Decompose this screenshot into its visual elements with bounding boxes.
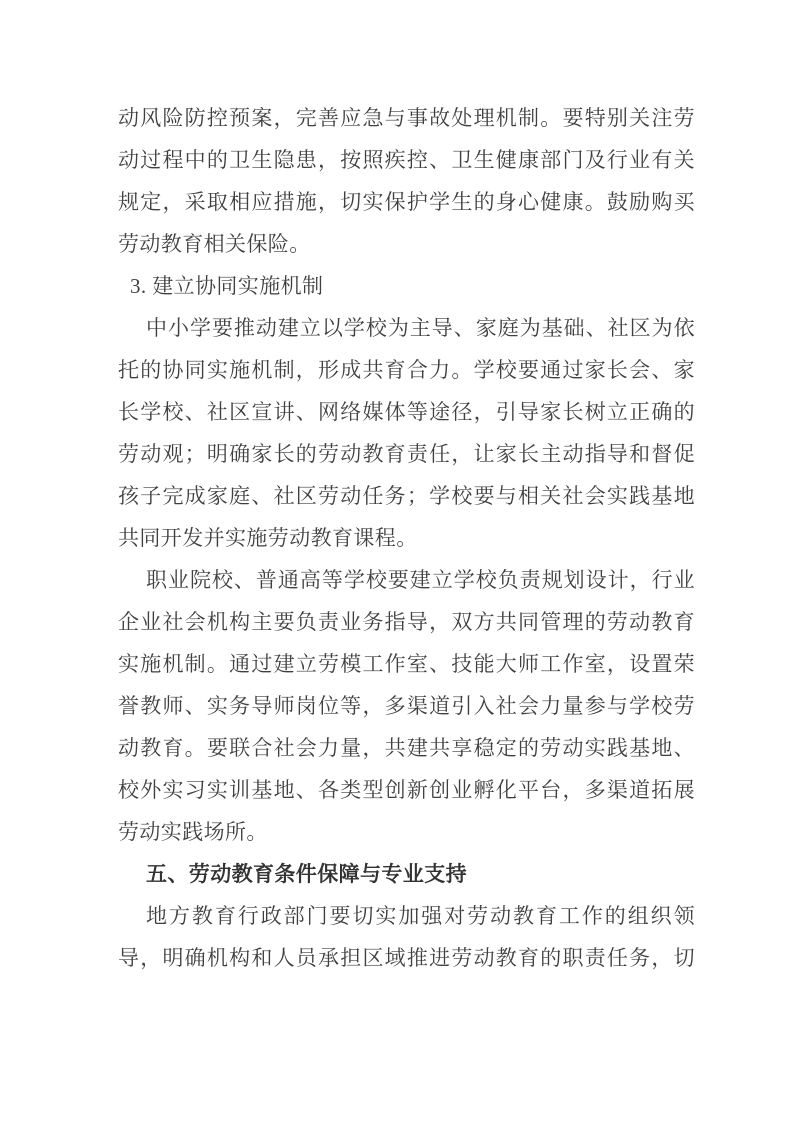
text-line: 导，明确机构和人员承担区域推进劳动教育的职责任务，切 <box>118 946 695 970</box>
text-line: 动过程中的卫生隐患，按照疾控、卫生健康部门及行业有关 <box>118 148 695 172</box>
text-line: 劳动教育相关保险。 <box>118 232 311 256</box>
text-line: 中小学要推动建立以学校为主导、家庭为基础、社区为依 <box>146 316 695 340</box>
text-line: 劳动实践场所。 <box>118 820 268 844</box>
text-line: 企业社会机构主要负责业务指导，双方共同管理的劳动教育 <box>118 610 695 634</box>
text-line: 动教育。要联合社会力量，共建共享稳定的劳动实践基地、 <box>118 736 695 760</box>
text-line: 托的协同实施机制，形成共育合力。学校要通过家长会、家 <box>118 358 695 382</box>
text-line: 动风险防控预案，完善应急与事故处理机制。要特别关注劳 <box>118 106 695 130</box>
text-line: 职业院校、普通高等学校要建立学校负责规划设计，行业 <box>146 568 695 592</box>
text-line: 孩子完成家庭、社区劳动任务；学校要与相关社会实践基地 <box>118 484 695 508</box>
text-line: 地方教育行政部门要切实加强对劳动教育工作的组织领 <box>146 904 695 928</box>
text-line: 长学校、社区宣讲、网络媒体等途径，引导家长树立正确的 <box>118 400 695 424</box>
document-body <box>118 97 695 979</box>
text-line: 实施机制。通过建立劳模工作室、技能大师工作室，设置荣 <box>118 652 695 676</box>
section-heading-line: 五、劳动教育条件保障与专业支持 <box>146 862 467 886</box>
text-line: 规定，采取相应措施，切实保护学生的身心健康。鼓励购买 <box>118 190 695 214</box>
numbered-heading-line: 3. 建立协同实施机制 <box>130 274 324 298</box>
text-line: 誉教师、实务导师岗位等，多渠道引入社会力量参与学校劳 <box>118 694 695 718</box>
text-line: 校外实习实训基地、各类型创新创业孵化平台，多渠道拓展 <box>118 778 695 802</box>
text-line: 劳动观；明确家长的劳动教育责任，让家长主动指导和督促 <box>118 442 695 466</box>
text-line: 共同开发并实施劳动教育课程。 <box>118 526 418 550</box>
